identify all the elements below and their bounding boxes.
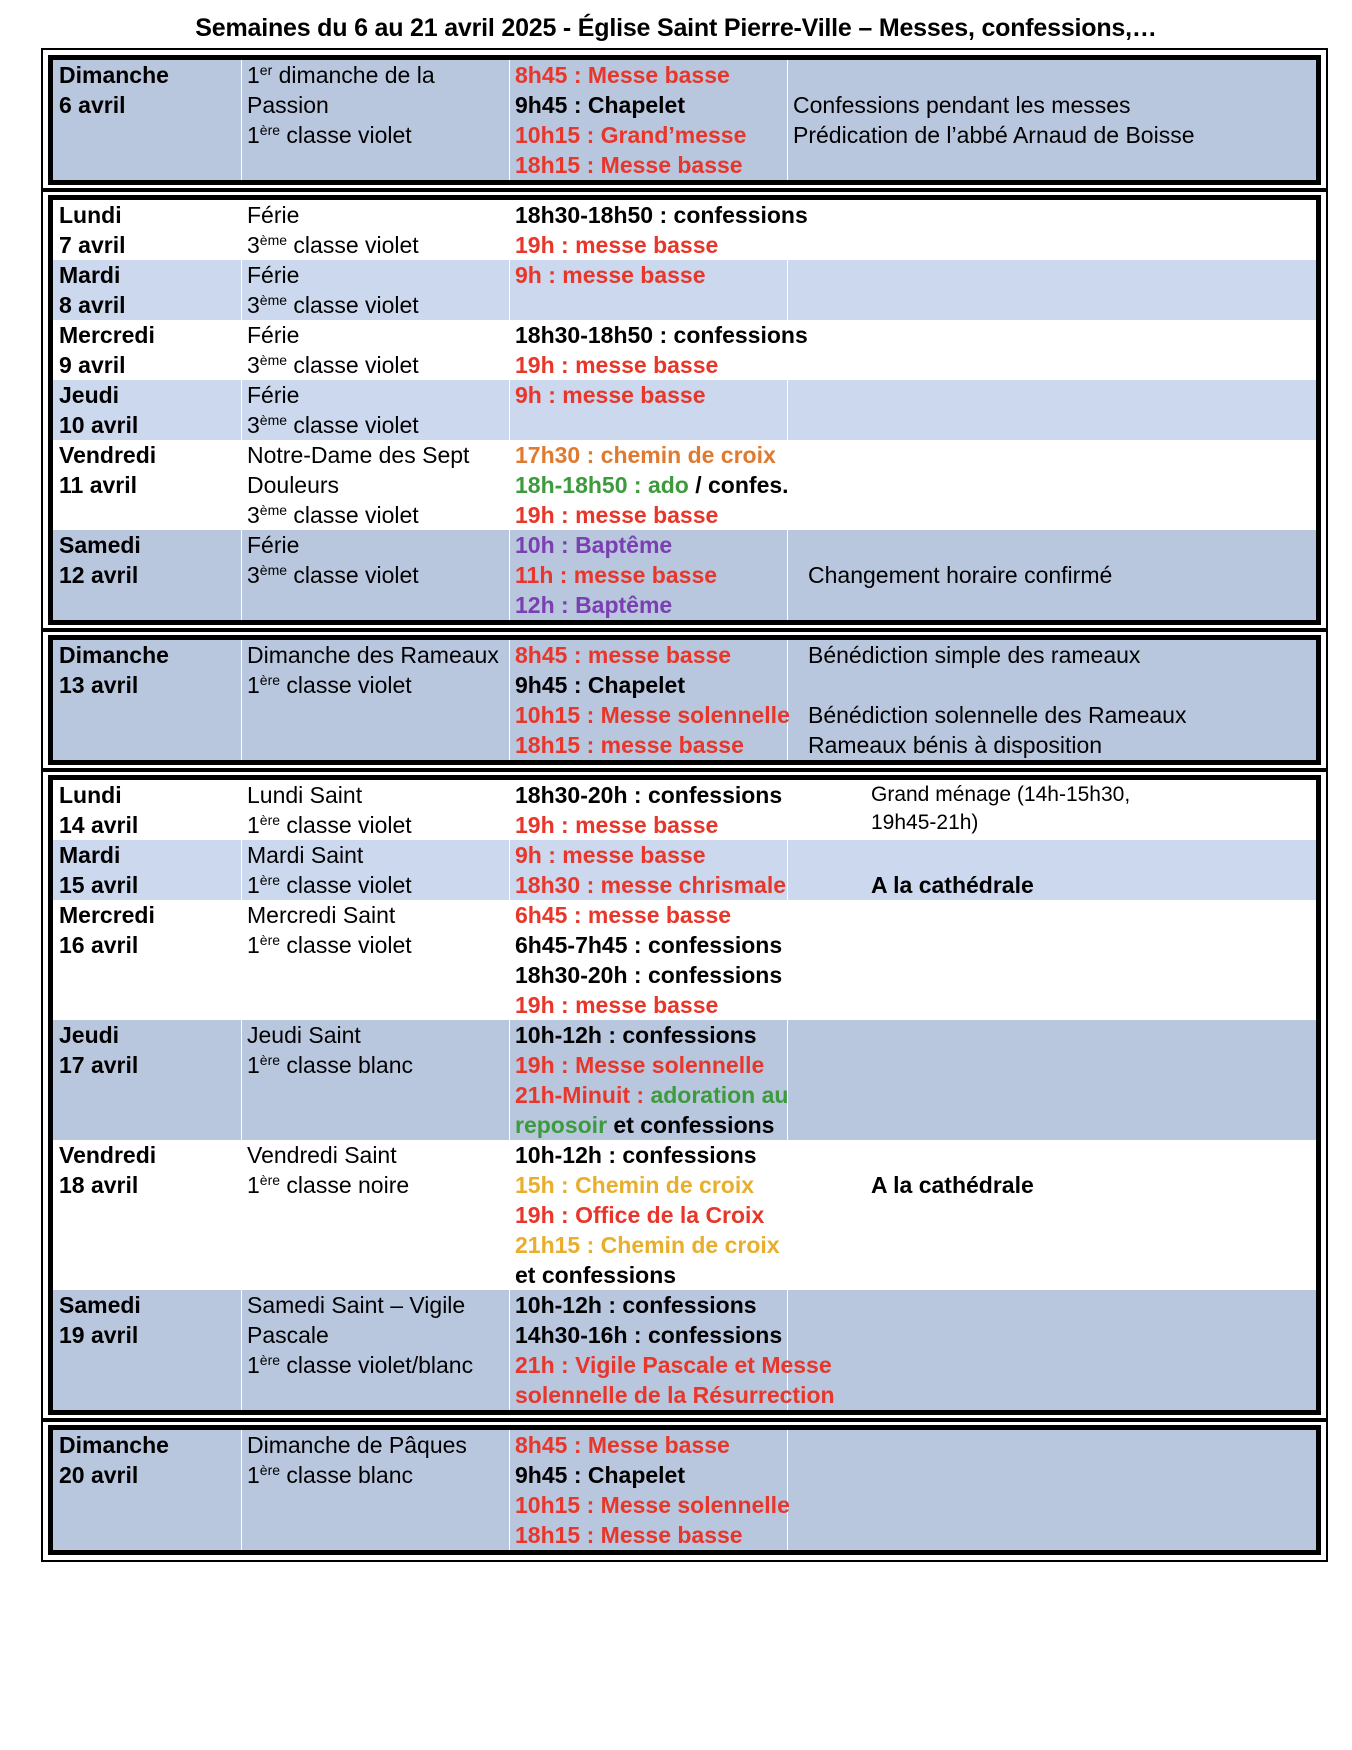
liturgy-text: 3 <box>247 292 260 318</box>
column-separator <box>509 640 510 760</box>
day-name: Mardi <box>59 842 121 868</box>
schedule-entry <box>515 840 706 870</box>
note-text: Rameaux bénis à disposition <box>808 732 1103 758</box>
ordinal-suffix: er <box>259 62 273 78</box>
note-text: 19h45-21h) <box>871 811 979 834</box>
schedule-entry <box>515 1430 730 1460</box>
liturgy-line <box>247 530 299 560</box>
liturgy-text: 1 <box>247 122 260 148</box>
schedule-entry <box>515 90 685 120</box>
column-separator <box>241 840 242 900</box>
column-separator <box>509 780 510 840</box>
liturgy-class: classe blanc <box>280 1052 413 1078</box>
liturgy-class: classe noire <box>280 1172 410 1198</box>
schedule-entry <box>515 810 718 840</box>
schedule-entry-text: 11h : messe basse <box>515 562 718 588</box>
day-name: Mercredi <box>59 322 155 348</box>
day-name: Lundi <box>59 202 122 228</box>
liturgy-text: Passion <box>247 92 329 118</box>
schedule-entry <box>515 900 731 930</box>
schedule-entry-text: 21h-Minuit : <box>515 1082 651 1108</box>
liturgy-line <box>247 380 299 410</box>
liturgy-line <box>247 440 469 470</box>
liturgy-text: Mardi Saint <box>247 842 364 868</box>
liturgy-line <box>247 780 362 810</box>
schedule-entry <box>515 1230 780 1260</box>
liturgy-text: Férie <box>247 532 300 558</box>
schedule-entry <box>515 1140 757 1170</box>
day-date: 13 avril <box>59 672 139 698</box>
column-separator <box>509 320 510 380</box>
liturgy-line <box>247 120 412 150</box>
ordinal-suffix: ère <box>259 872 281 888</box>
schedule-entry <box>515 1170 754 1200</box>
ordinal-suffix: ère <box>259 122 281 138</box>
liturgy-text: Férie <box>247 322 300 348</box>
schedule-entry-text: 18h15 : Messe basse <box>515 1522 743 1548</box>
schedule-entry <box>515 60 730 90</box>
column-separator <box>241 380 242 440</box>
day-date: 20 avril <box>59 1462 139 1488</box>
liturgy-class: classe violet <box>287 412 419 438</box>
liturgy-line <box>247 930 412 960</box>
day-date: 12 avril <box>59 562 139 588</box>
schedule-block-frame <box>48 195 1321 625</box>
day-name: Vendredi <box>59 1142 157 1168</box>
schedule-entry-text: solennelle de la Résurrection <box>515 1382 835 1408</box>
schedule-entry-text: 10h15 : Messe solennelle <box>515 1492 790 1518</box>
liturgy-line <box>247 1320 329 1350</box>
schedule-entry-text: / <box>688 472 709 498</box>
table-row <box>53 60 1316 180</box>
day-date: 9 avril <box>59 352 126 378</box>
table-row <box>53 640 1316 760</box>
liturgy-text: 3 <box>247 232 260 258</box>
liturgy-line <box>247 1350 473 1380</box>
note-text: Bénédiction simple des rameaux <box>808 642 1141 668</box>
schedule-entry-text: 12h : Baptême <box>515 592 673 618</box>
schedule-entry <box>515 670 685 700</box>
day-date: 15 avril <box>59 872 139 898</box>
schedule-entry-text: 10h-12h : confessions <box>515 1142 757 1168</box>
schedule-entry-text: 19h : Messe solennelle <box>515 1052 765 1078</box>
schedule-entry-text: 19h : messe basse <box>515 992 719 1018</box>
schedule-entry <box>515 930 782 960</box>
schedule-entry-text: 18h30-20h : confessions <box>515 782 783 808</box>
day-name: Jeudi <box>59 382 120 408</box>
schedule-entry-text: 18h30-18h50 : confessions <box>515 202 808 228</box>
note-text: Prédication de l’abbé Arnaud de Boisse <box>793 122 1195 148</box>
schedule-entry-text: 9h : messe basse <box>515 842 706 868</box>
liturgy-text: 3 <box>247 352 260 378</box>
liturgy-line <box>247 260 299 290</box>
schedule-entry-text: 6h45-7h45 : confessions <box>515 932 783 958</box>
liturgy-text: Notre-Dame des Sept <box>247 442 470 468</box>
column-separator <box>241 640 242 760</box>
ordinal-suffix: ème <box>259 292 288 308</box>
table-row <box>53 1430 1316 1550</box>
schedule-entry <box>515 200 808 230</box>
liturgy-line <box>247 60 435 90</box>
schedule-entry-text: 8h45 : Messe basse <box>515 1432 730 1458</box>
liturgy-line <box>247 1050 413 1080</box>
table-row <box>53 1140 1316 1290</box>
column-separator <box>787 1140 788 1290</box>
day-date: 16 avril <box>59 932 139 958</box>
schedule-entry <box>515 1260 676 1290</box>
schedule-entry-text: 18h15 : Messe basse <box>515 152 743 178</box>
day-name: Lundi <box>59 782 122 808</box>
liturgy-class: classe violet <box>287 562 419 588</box>
schedule-entry <box>515 730 744 760</box>
liturgy-text: Férie <box>247 262 300 288</box>
schedule-block <box>41 628 1328 772</box>
liturgy-line <box>247 1430 467 1460</box>
schedule-entry-text: 15h : Chemin de croix <box>515 1172 755 1198</box>
liturgy-text: Samedi Saint – Vigile <box>247 1292 466 1318</box>
day-date: 17 avril <box>59 1052 139 1078</box>
schedule-entry <box>515 590 672 620</box>
schedule-entry <box>515 1050 764 1080</box>
column-separator <box>787 840 788 900</box>
day-name: Dimanche <box>59 642 169 668</box>
day-name: Mercredi <box>59 902 155 928</box>
schedule-entry-text: 9h45 : Chapelet <box>515 92 685 118</box>
schedule-entry <box>515 1320 782 1350</box>
column-separator <box>509 440 510 530</box>
column-separator <box>241 1430 242 1550</box>
schedule-entry-text: et confessions <box>607 1112 775 1138</box>
schedule-entry <box>515 440 776 470</box>
schedule-block-frame <box>48 635 1321 765</box>
liturgy-line <box>247 200 299 230</box>
day-name: Samedi <box>59 532 141 558</box>
schedule-entry <box>515 470 789 500</box>
schedule-entry-text: adoration au <box>650 1082 789 1108</box>
schedule-entry-text: 10h : Baptême <box>515 532 673 558</box>
schedule-entry-text: 18h30 : messe chrismale <box>515 872 787 898</box>
schedule-entry <box>515 1460 685 1490</box>
column-separator <box>787 780 788 840</box>
liturgy-text: Vendredi Saint <box>247 1142 397 1168</box>
ordinal-suffix: ère <box>259 1052 281 1068</box>
liturgy-class: classe blanc <box>280 1462 413 1488</box>
schedule-entry <box>515 870 786 900</box>
ordinal-suffix: ère <box>259 932 281 948</box>
note-text: A la cathédrale <box>871 872 1034 898</box>
liturgy-text: 1 <box>247 1352 260 1378</box>
schedule-entry <box>515 500 718 530</box>
day-date: 19 avril <box>59 1322 139 1348</box>
liturgy-line <box>247 90 329 120</box>
column-separator <box>241 260 242 320</box>
schedule-entry <box>515 1520 743 1550</box>
column-separator <box>509 530 510 620</box>
schedule-entry <box>515 1200 764 1230</box>
liturgy-text: 1 <box>247 1462 260 1488</box>
liturgy-line <box>247 470 339 500</box>
liturgy-text: Férie <box>247 202 300 228</box>
schedule-entry-text: 8h45 : messe basse <box>515 642 732 668</box>
day-name: Jeudi <box>59 1022 120 1048</box>
liturgy-line <box>247 320 299 350</box>
column-separator <box>509 200 510 260</box>
ordinal-suffix: ère <box>259 672 281 688</box>
table-row <box>53 840 1316 900</box>
liturgy-line <box>247 500 419 530</box>
liturgy-line <box>247 290 419 320</box>
schedule-entry-text: 10h15 : Grand’messe <box>515 122 747 148</box>
schedule-entry-text: 17h30 : chemin de croix <box>515 442 776 468</box>
schedule-entry-text: 8h45 : Messe basse <box>515 62 730 88</box>
schedule-entry <box>515 1490 790 1520</box>
ordinal-suffix: ème <box>259 412 288 428</box>
liturgy-text: Pascale <box>247 1322 329 1348</box>
ordinal-suffix: ème <box>259 232 288 248</box>
schedule-entry <box>515 960 782 990</box>
column-separator <box>241 1020 242 1140</box>
ordinal-suffix: ère <box>259 1462 281 1478</box>
schedule-entry <box>515 260 706 290</box>
schedule-entry <box>515 1350 832 1380</box>
schedule-entry <box>515 990 718 1020</box>
column-separator <box>787 530 788 620</box>
schedule-entry-text: 19h : messe basse <box>515 352 719 378</box>
day-name: Dimanche <box>59 62 169 88</box>
liturgy-class: classe violet <box>280 672 412 698</box>
schedule-entry <box>515 1380 835 1410</box>
schedule-entry <box>515 380 706 410</box>
column-separator <box>241 440 242 530</box>
liturgy-line <box>247 1460 413 1490</box>
schedule-entry-text: reposoir <box>515 1112 608 1138</box>
column-separator <box>241 200 242 260</box>
liturgy-class: classe violet <box>280 812 412 838</box>
liturgy-text: Douleurs <box>247 472 340 498</box>
schedule-entry <box>515 320 808 350</box>
day-name: Samedi <box>59 1292 141 1318</box>
table-row <box>53 530 1316 620</box>
liturgy-class: classe violet <box>280 872 412 898</box>
day-date: 6 avril <box>59 92 126 118</box>
liturgy-line <box>247 350 419 380</box>
liturgy-class: classe violet <box>287 232 419 258</box>
schedule-entry-text: et confessions <box>515 1262 677 1288</box>
liturgy-class: classe violet <box>287 292 419 318</box>
liturgy-text: Lundi Saint <box>247 782 363 808</box>
liturgy-text: 1 <box>247 672 260 698</box>
liturgy-class: classe violet <box>280 932 412 958</box>
day-date: 8 avril <box>59 292 126 318</box>
ordinal-suffix: ème <box>259 562 288 578</box>
schedule-block <box>41 188 1328 632</box>
column-separator <box>241 900 242 1020</box>
ordinal-suffix: ère <box>259 1172 281 1188</box>
note-text: A la cathédrale <box>871 1172 1034 1198</box>
schedule-entry <box>515 640 731 670</box>
liturgy-text: 3 <box>247 412 260 438</box>
schedule-entry-text: 10h15 : Messe solennelle <box>515 702 790 728</box>
column-separator <box>509 1430 510 1550</box>
page-title: Semaines du 6 au 21 avril 2025 - Église Saint Pierre-Ville – Messes, confessions,… <box>195 14 1157 42</box>
note-text: Confessions pendant les messes <box>793 92 1131 118</box>
liturgy-line <box>247 870 412 900</box>
day-name: Mardi <box>59 262 121 288</box>
liturgy-text: 1 <box>247 62 260 88</box>
liturgy-line <box>247 840 363 870</box>
column-separator <box>509 840 510 900</box>
schedule-block <box>41 1418 1328 1562</box>
column-separator <box>509 60 510 180</box>
schedule-block <box>41 768 1328 1422</box>
column-separator <box>509 1020 510 1140</box>
column-separator <box>241 780 242 840</box>
column-separator <box>509 380 510 440</box>
liturgy-text: 1 <box>247 932 260 958</box>
column-separator <box>787 260 788 320</box>
schedule-entry-text: 9h : messe basse <box>515 382 706 408</box>
liturgy-text: Dimanche des Rameaux <box>247 642 499 668</box>
table-row <box>53 1290 1316 1410</box>
column-separator <box>509 260 510 320</box>
liturgy-text: 3 <box>247 562 260 588</box>
schedule-entry <box>515 1020 757 1050</box>
column-separator <box>787 900 788 1020</box>
liturgy-line <box>247 810 412 840</box>
schedule-entry-text: 18h30-20h : confessions <box>515 962 783 988</box>
liturgy-line <box>247 1140 397 1170</box>
column-separator <box>241 1140 242 1290</box>
liturgy-line <box>247 230 419 260</box>
ordinal-suffix: ème <box>259 352 288 368</box>
liturgy-line <box>247 1290 465 1320</box>
schedule-entry <box>515 350 718 380</box>
schedule-entry-text: 21h : Vigile Pascale et Messe <box>515 1352 832 1378</box>
schedule-entry-text: 18h-18h50 : ado <box>515 472 689 498</box>
schedule-entry-text: 19h : messe basse <box>515 502 719 528</box>
column-separator <box>787 380 788 440</box>
liturgy-line <box>247 900 395 930</box>
day-date: 10 avril <box>59 412 139 438</box>
liturgy-text: 1 <box>247 872 260 898</box>
liturgy-class: dimanche de la <box>272 62 435 88</box>
table-row <box>53 320 1316 380</box>
liturgy-line <box>247 670 412 700</box>
liturgy-text: Férie <box>247 382 300 408</box>
liturgy-class: classe violet <box>287 352 419 378</box>
schedule-entry-text: 14h30-16h : confessions <box>515 1322 783 1348</box>
schedule-block-frame <box>48 775 1321 1415</box>
liturgy-text: Dimanche de Pâques <box>247 1432 467 1458</box>
column-separator <box>241 1290 242 1410</box>
schedule-entry-text: 19h : messe basse <box>515 812 719 838</box>
liturgy-line <box>247 1170 409 1200</box>
liturgy-class: classe violet <box>280 122 412 148</box>
table-row <box>53 1020 1316 1140</box>
liturgy-text: Mercredi Saint <box>247 902 396 928</box>
liturgy-line <box>247 410 419 440</box>
note-text: Bénédiction solennelle des Rameaux <box>808 702 1187 728</box>
column-separator <box>509 1290 510 1410</box>
column-separator <box>241 320 242 380</box>
schedule-block <box>41 48 1328 192</box>
day-name: Dimanche <box>59 1432 169 1458</box>
note-text: Changement horaire confirmé <box>808 562 1113 588</box>
schedule-entry-text: 10h-12h : confessions <box>515 1292 757 1318</box>
schedule-entry <box>515 700 790 730</box>
table-row <box>53 200 1316 260</box>
table-row <box>53 380 1316 440</box>
schedule-entry-text: 6h45 : messe basse <box>515 902 732 928</box>
schedule-entry-text: 9h45 : Chapelet <box>515 1462 685 1488</box>
schedule-entry <box>515 560 717 590</box>
schedule-entry <box>515 150 743 180</box>
schedule-entry <box>515 780 782 810</box>
schedule-entry <box>515 1080 788 1110</box>
liturgy-text: 3 <box>247 502 260 528</box>
schedule-entry-text: 19h : Office de la Croix <box>515 1202 765 1228</box>
table-row <box>53 780 1316 840</box>
liturgy-text: 1 <box>247 1052 260 1078</box>
schedule-entry <box>515 1110 774 1140</box>
schedule-entry-text: 18h30-18h50 : confessions <box>515 322 808 348</box>
schedule-entry <box>515 120 746 150</box>
day-date: 18 avril <box>59 1172 139 1198</box>
liturgy-text: 1 <box>247 812 260 838</box>
liturgy-class: classe violet/blanc <box>280 1352 474 1378</box>
day-date: 11 avril <box>59 472 138 498</box>
schedule-entry-text: 9h : messe basse <box>515 262 706 288</box>
ordinal-suffix: ème <box>259 502 288 518</box>
liturgy-line <box>247 560 419 590</box>
schedule-entry-text: 18h15 : messe basse <box>515 732 744 758</box>
table-row <box>53 900 1316 1020</box>
schedule-entry-text: 9h45 : Chapelet <box>515 672 685 698</box>
schedule-entry-text: 21h15 : Chemin de croix <box>515 1232 780 1258</box>
ordinal-suffix: ère <box>259 1352 281 1368</box>
day-date: 7 avril <box>59 232 126 258</box>
schedule-block-frame <box>48 55 1321 185</box>
day-date: 14 avril <box>59 812 139 838</box>
column-separator <box>787 60 788 180</box>
column-separator <box>241 60 242 180</box>
schedule-entry <box>515 530 672 560</box>
liturgy-class: classe violet <box>287 502 419 528</box>
liturgy-line <box>247 1020 361 1050</box>
column-separator <box>241 530 242 620</box>
liturgy-line <box>247 640 499 670</box>
note-text: Grand ménage (14h-15h30, <box>871 783 1131 806</box>
ordinal-suffix: ère <box>259 812 281 828</box>
day-name: Vendredi <box>59 442 157 468</box>
column-separator <box>509 900 510 1020</box>
liturgy-text: Jeudi Saint <box>247 1022 361 1048</box>
schedule-entry <box>515 230 718 260</box>
schedule-entry-text: 10h-12h : confessions <box>515 1022 757 1048</box>
schedule-entry <box>515 1290 757 1320</box>
schedule-block-frame <box>48 1425 1321 1555</box>
column-separator <box>509 1140 510 1290</box>
table-row <box>53 260 1316 320</box>
schedule-entry-text: 19h : messe basse <box>515 232 719 258</box>
schedule-entry-text: confes. <box>708 472 789 498</box>
table-row <box>53 440 1316 530</box>
liturgy-text: 1 <box>247 1172 260 1198</box>
